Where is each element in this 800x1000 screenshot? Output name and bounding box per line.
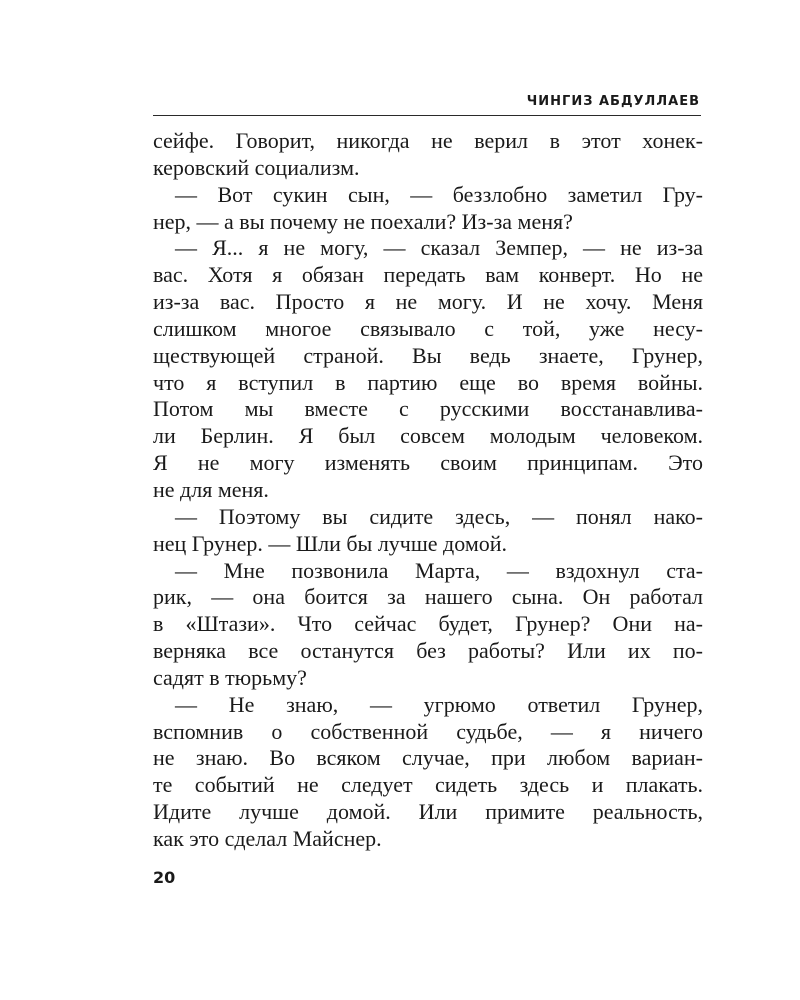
text-line: Идите лучше домой. Или примите реальность,: [153, 799, 703, 825]
text-line: — Поэтому вы сидите здесь, — понял нако-: [175, 503, 703, 529]
running-head: ЧИНГИЗ АБДУЛЛАЕВ: [526, 94, 700, 109]
text-line: ществующей страной. Вы ведь знаете, Грунер,: [153, 342, 703, 368]
text-line: слишком многое связывало с той, уже несу-: [153, 315, 703, 341]
text-line: — Вот сукин сын, — беззлобно заметил Гру-: [175, 181, 703, 207]
text-line: нец Грунер. — Шли бы лучше домой.: [153, 530, 508, 556]
text-line: керовский социализм.: [153, 154, 360, 180]
text-line: нер, — а вы почему не поехали? Из-за меня?: [153, 208, 573, 234]
text-line: не знаю. Во всяком случае, при любом вариан-: [153, 745, 703, 771]
body-text: [153, 128, 703, 853]
header-rule: [153, 115, 701, 116]
text-line: вас. Хотя я обязан передать вам конверт. Но не: [153, 262, 703, 288]
text-line: те событий не следует сидеть здесь и плакать.: [153, 772, 703, 798]
text-line: верняка все останутся без работы? Или их по-: [153, 638, 703, 664]
text-line: из-за вас. Просто я не могу. И не хочу. Меня: [153, 289, 703, 315]
text-line: не для меня.: [153, 476, 269, 502]
text-line: — Мне позвонила Марта, — вздохнул ста-: [175, 557, 703, 583]
text-line: ли Берлин. Я был совсем молодым человеком.: [153, 423, 703, 449]
text-line: сейфе. Говорит, никогда не верил в этот хонек-: [153, 128, 703, 153]
text-line: вспомнив о собственной судьбе, — я ничего: [153, 718, 703, 744]
page-number: 20: [153, 868, 176, 887]
text-line: как это сделал Майснер.: [153, 825, 382, 851]
text-line: Потом мы вместе с русскими восстанавлива-: [153, 396, 703, 422]
text-line: в «Штази». Что сейчас будет, Грунер? Они на-: [153, 611, 703, 637]
text-line: Я не могу изменять своим принципам. Это: [153, 450, 703, 476]
text-line: что я вступил в партию еще во время войны.: [153, 369, 703, 395]
text-line: рик, — она боится за нашего сына. Он работал: [153, 584, 703, 610]
text-line: — Я... я не могу, — сказал Земпер, — не из-за: [175, 235, 703, 261]
text-line: садят в тюрьму?: [153, 664, 307, 690]
text-line: — Не знаю, — угрюмо ответил Грунер,: [175, 691, 703, 717]
